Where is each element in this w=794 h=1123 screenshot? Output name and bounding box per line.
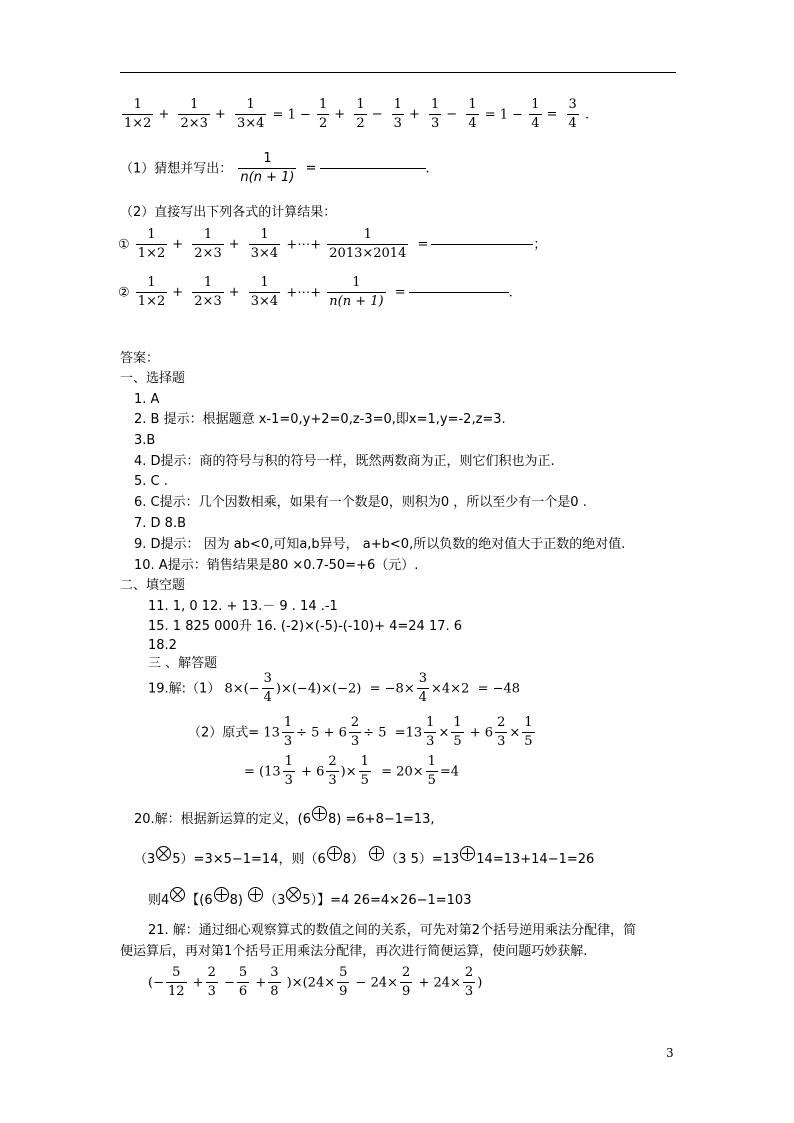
- section-choice: 一、选择题: [120, 371, 186, 386]
- question-2-label: （2）直接写出下列各式的计算结果：: [120, 205, 337, 220]
- solution-21-line-1: 21. 解：通过细心观察算式的数值之间的关系，可先对第2个括号逆用乘法分配律，简: [148, 923, 637, 938]
- solution-19-part-1: 19.解:（1） 8×(− $\frac{3}{4}$ )×(−4)×(−2) = −8× $\frac{3}{4}$ ×4×2 = −48: [148, 671, 521, 706]
- question-2-item-1: ① $\frac{1}{1\times 2}$ + $\frac{1}{2\times 3}$ + $\frac{1}{3\times 4}$ +⋯+ $\frac{1}{2013\times 2014}$ = ；: [118, 227, 547, 262]
- answer-2: 2. B 提示：根据题意 x-1=0,y+2=0,z-3=0,即x=1,y=-2,z=3.: [134, 412, 506, 427]
- equation-telescoping: $\frac{1}{1\times 2}$ + $\frac{1}{2\times 3}$ + $\frac{1}{3\times 4}$ = 1 − $\frac{1}{2}$ + $\frac{1}{2}$ − $\frac{1}{3}$ + $\frac{1}{3}$ − $\frac{1}{4}$ = 1 − $\frac{1}{4}$ = $\frac{3}{4}$ .: [124, 97, 590, 132]
- circled-plus-icon: [248, 887, 263, 902]
- answer-9: 9. D提示： 因为 ab<0,可知a,b异号， a+b<0,所以负数的绝对值大于正数的绝对值.: [134, 537, 626, 552]
- answer-5: 5. C .: [134, 474, 168, 489]
- fill-answer-18: 18.2: [148, 638, 177, 653]
- answer-10: 10. A提示：销售结果是80 ×0.7-50=+6（元）.: [134, 558, 419, 573]
- answer-4: 4. D提示：商的符号与积的符号一样，既然两数商为正，则它们积也为正.: [134, 454, 555, 469]
- solution-19-part-2: （2）原式= 13 $\frac{1}{3}$ ÷ 5 + 6 $\frac{2}{3}$ ÷ 5 =13 $\frac{1}{3}$ × $\frac{1}{5}$ + 6 $\frac{2}{3}$ × $\frac{1}{5}$: [188, 715, 533, 750]
- header-rule: [120, 72, 676, 73]
- solution-20-line-3: 则4 【(6 8) （3 5）】=4 26=4×26−1=103: [148, 893, 471, 908]
- question-2-item-2: ② $\frac{1}{1\times 2}$ + $\frac{1}{2\times 3}$ + $\frac{1}{3\times 4}$ +⋯+ $\frac{1}{n(n + 1)}$ = .: [118, 275, 513, 310]
- solution-21-expression: (− $\frac{5}{12}$ + $\frac{2}{3}$ − $\frac{5}{6}$ + $\frac{3}{8}$ )×(24× $\frac{5}{9}$ − 24× $\frac{2}{9}$ + 24× $\frac{2}{3}$ ): [148, 965, 483, 1000]
- section-fill: 二、填空题: [120, 578, 186, 593]
- answer-1: 1. A: [134, 392, 160, 407]
- circled-plus-icon: [369, 846, 384, 861]
- solution-20-line-2: （3 5）=3×5−1=14，则（6 8） （3 5）=13 14=13+14−1=26: [134, 852, 594, 867]
- circled-times-icon: [170, 887, 185, 902]
- answer-3: 3.B: [134, 433, 156, 448]
- page-number: 3: [666, 1046, 674, 1060]
- circled-times-icon: [286, 887, 301, 902]
- circled-plus-icon: [312, 806, 327, 821]
- question-1: （1）猜想并写出： $\frac{1}{n(n + 1)}$ = .: [120, 151, 430, 186]
- circled-times-icon: [156, 846, 171, 861]
- solution-19-part-2-line-2: = (13 $\frac{1}{3}$ + 6 $\frac{2}{3}$ )× $\frac{1}{5}$ = 20× $\frac{1}{5}$ =4: [244, 754, 460, 789]
- answer-7-8: 7. D 8.B: [134, 516, 186, 531]
- fill-answers-11-14: 11. 1, 0 12. + 13.－ 9 . 14 .-1: [148, 599, 338, 614]
- circled-plus-icon: [460, 846, 475, 861]
- circled-plus-icon: [214, 887, 229, 902]
- section-solve: 三 、解答题: [148, 656, 218, 671]
- fill-answers-15-17: 15. 1 825 000升 16. (-2)×(-5)-(-10)+ 4=24 17. 6: [148, 619, 463, 634]
- solution-20-line-1: 20.解：根据新运算的定义，(6 8) =6+8−1=13,: [134, 812, 435, 827]
- answer-6: 6. C提示：几个因数相乘，如果有一个数是0，则积为0 ，所以至少有一个是0 .: [134, 495, 587, 510]
- answers-heading: 答案：: [120, 351, 160, 366]
- solution-21-line-2: 便运算后，再对第1个括号正用乘法分配律，再次进行简便运算，使问题巧妙获解.: [120, 944, 588, 959]
- circled-plus-icon: [327, 846, 342, 861]
